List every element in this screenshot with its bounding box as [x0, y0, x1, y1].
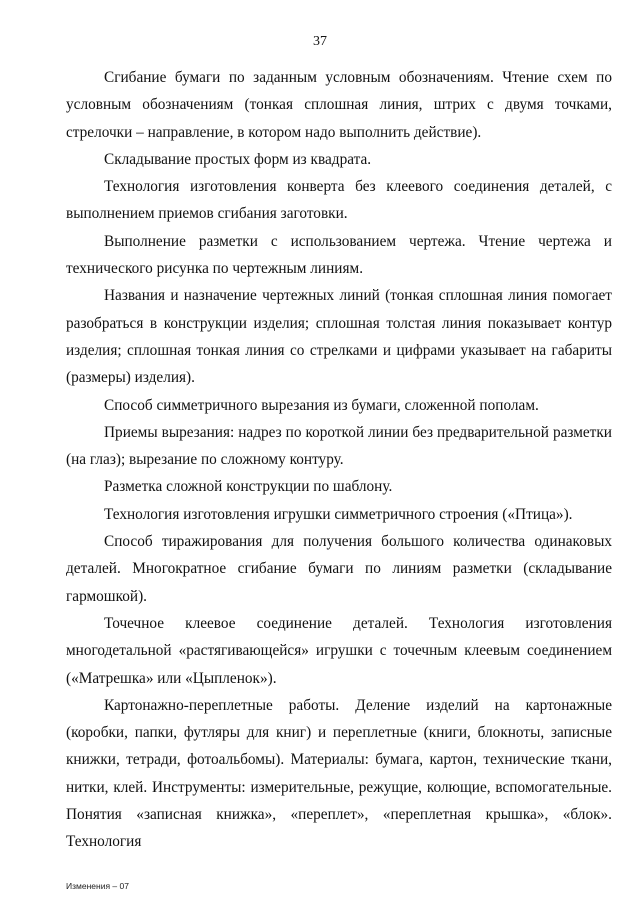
paragraph-point-gluing: Точечное клеевое соединение деталей. Технология изготовления многодетальной «растягивающейся» игрушки с точечным клеевым соединением («Матрешка» или «Цыпленок»). [66, 614, 612, 687]
paragraph-bookbinding: Картонажно-переплетные работы. Деление изделий на картонажные (коробки, папки, футляры для книг) и переплетные (книги, блокноты, записные книжки, тетради, фотоальбомы). Материалы: бумага, картон, технические ткани, нитки, клей. Инструменты: измерительные, режущие, колющие, вспомогательные. Понятия «записная книжка», «переплет», «переплетная крышка», «блок». Технология [66, 696, 612, 851]
paragraph-symmetric-cutting: Способ симметричного вырезания из бумаги, сложенной пополам. [104, 396, 539, 414]
page-number: 37 [313, 34, 327, 49]
paragraph-template-marking: Разметка сложной конструкции по шаблону. [104, 478, 393, 496]
paragraph-cutting-techniques: Приемы вырезания: надрез по короткой линии без предварительной разметки (на глаз); вырезание по сложному контуру. [66, 423, 612, 469]
paragraph-envelope: Технология изготовления конверта без клеевого соединения деталей, с выполнением приемов сгибания заготовки. [66, 178, 612, 223]
paragraph-bird-toy: Технология изготовления игрушки симметричного строения («Птица»). [104, 505, 573, 523]
paragraph-marking-drawing: Выполнение разметки с использованием чертежа. Чтение чертежа и технического рисунка по чертежным линиям. [66, 232, 612, 278]
footer-revision-note: Изменения – 07 [66, 881, 129, 891]
paragraph-replication: Способ тиражирования для получения большого количества одинаковых деталей. Многократное сгибание бумаги по линиям разметки (складывание гармошкой). [66, 533, 612, 605]
paragraph-folding-symbols: Сгибание бумаги по заданным условным обозначениям. Чтение схем по условным обозначениям (тонкая сплошная линия, штрих с двумя точками, стрелочки – направление, в котором надо выполнить действие). [66, 69, 612, 141]
paragraph-square-folding: Складывание простых форм из квадрата. [104, 150, 372, 168]
paragraph-drawing-lines: Названия и назначение чертежных линий (тонкая сплошная линия помогает разобраться в конструкции изделия; сплошная толстая линия показывает контур изделия; сплошная тонкая линия со стрелками и цифрами указывает на габариты (размеры) изделия). [66, 287, 612, 387]
document-body [66, 64, 612, 856]
